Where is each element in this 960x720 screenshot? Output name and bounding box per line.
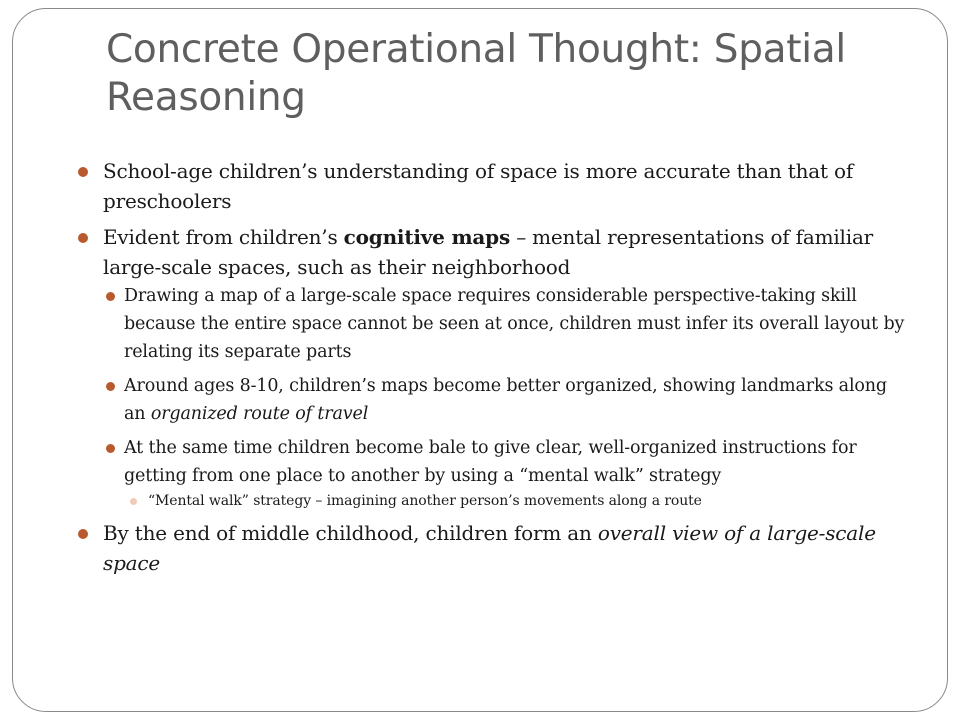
term-cognitive-maps: cognitive maps — [343, 225, 511, 249]
italic-phrase: organized route of travel — [150, 404, 369, 424]
sub-sub-bullet-item — [124, 490, 906, 512]
slide-title: Concrete Operational Thought: Spatial Reasoning — [106, 27, 846, 120]
bullet-text-pre: Evident from children’s — [103, 225, 344, 249]
sub-sub-bullet-list — [124, 490, 906, 512]
sub-bullet-item — [103, 434, 906, 512]
sub-bullet-item — [103, 282, 906, 366]
bullet-text-pre: By the end of middle childhood, children form an — [103, 521, 598, 545]
sub-bullet-item — [103, 372, 906, 428]
sub-bullet-text: At the same time children become bale to give clear, well-organized instructions for getting from one place to another by using a “mental walk” strategy — [124, 438, 857, 486]
bullet-list — [76, 156, 906, 578]
bullet-item — [76, 156, 906, 216]
bullet-text-post: – mental representations of familiar large-scale spaces, such as their neighborhood — [103, 225, 874, 279]
bullet-item — [76, 518, 906, 578]
bullet-item — [76, 222, 906, 512]
sub-bullet-list — [103, 282, 906, 512]
bullet-text: School-age children’s understanding of space is more accurate than that of preschoolers — [103, 159, 854, 213]
sub-bullet-text: Around ages 8-10, children’s maps become better organized, showing landmarks along an — [124, 376, 887, 424]
slide-content — [76, 156, 906, 584]
italic-phrase: overall view of a large-scale space — [103, 521, 876, 575]
sub-sub-bullet-text: “Mental walk” strategy – imagining another person’s movements along a route — [148, 493, 702, 509]
sub-bullet-text: Drawing a map of a large-scale space requires considerable perspective-taking skill because the entire space cannot be seen at once, children must infer its overall layout by relating its separate parts — [124, 286, 905, 362]
